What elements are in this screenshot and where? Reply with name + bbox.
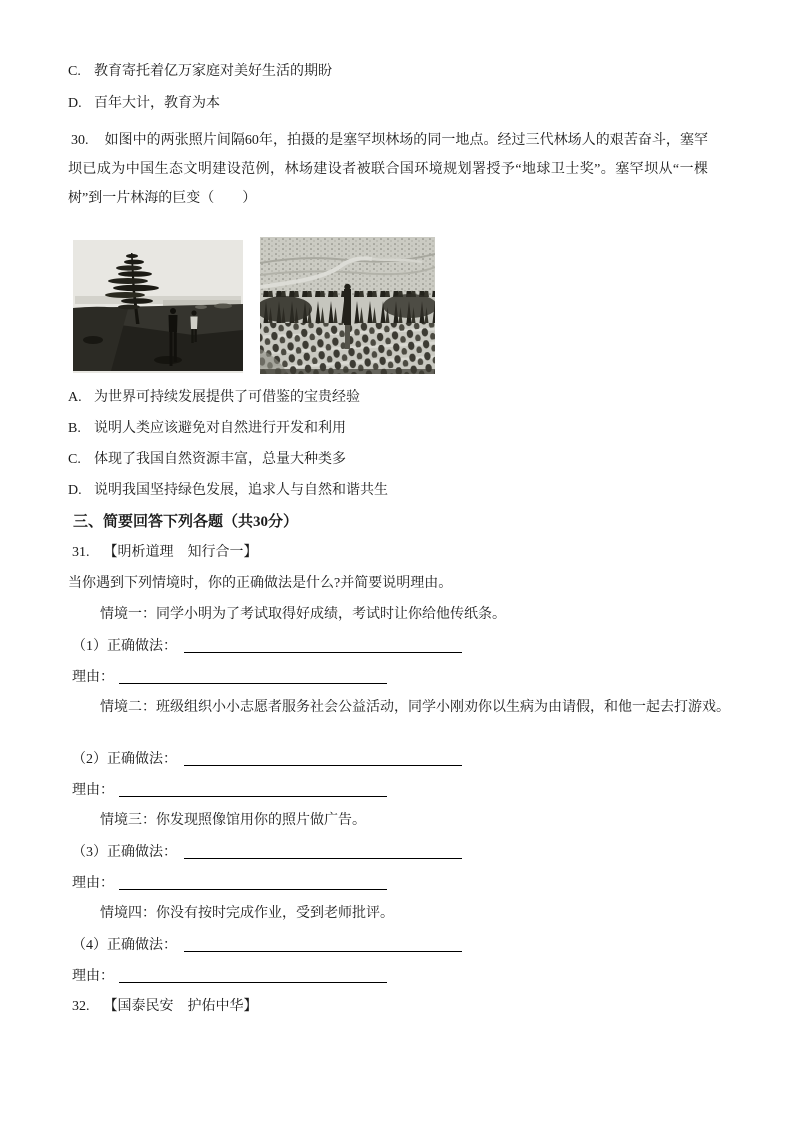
situation-2-text: 情境二：班级组织小小志愿者服务社会公益活动，同学小刚劝你以生病为由请假，和他一起去打游戏。 — [100, 700, 730, 715]
question32-title-row — [68, 997, 744, 1017]
option-row-c — [68, 450, 744, 470]
reason-label: 理由： — [72, 670, 114, 685]
situation-4-answer-row — [72, 935, 744, 955]
question31-title: 【明析道理 知行合一】 — [103, 545, 258, 560]
option-letter: D. — [68, 96, 82, 111]
situation-3-answer-row — [72, 842, 744, 862]
option-letter: C. — [68, 64, 81, 79]
question32-title: 【国泰民安 护佑中华】 — [103, 999, 258, 1014]
question-number: 30. — [71, 133, 89, 148]
situation-4-reason-row — [68, 966, 744, 986]
question30-stem — [68, 126, 708, 213]
situation-1-reason-row — [68, 667, 744, 687]
question31-intro: 当你遇到下列情境时，你的正确做法是什么?并简要说明理由。 — [68, 576, 453, 591]
reason-label: 理由： — [72, 969, 114, 984]
reason-blank-2 — [119, 780, 387, 797]
option-row-d-prev — [68, 94, 744, 114]
situation-3-reason-row — [68, 873, 744, 893]
reason-blank-4 — [119, 966, 387, 983]
answer-blank-2 — [184, 749, 462, 766]
reason-blank-1 — [119, 667, 387, 684]
option-row-d — [68, 481, 744, 501]
option-text: 百年大计，教育为本 — [94, 96, 220, 111]
answer-label: （1）正确做法： — [72, 639, 177, 654]
answer-label: （4）正确做法： — [72, 938, 177, 953]
question-number: 32. — [72, 999, 90, 1014]
option-row-a — [68, 388, 744, 408]
option-text: 体现了我国自然资源丰富，总量大种类多 — [94, 452, 346, 467]
answer-blank-3 — [184, 842, 462, 859]
option-row-c-prev — [68, 62, 744, 82]
option-row-b — [68, 419, 744, 439]
reason-blank-3 — [119, 873, 387, 890]
answer-label: （3）正确做法： — [72, 845, 177, 860]
option-text: 说明我国坚持绿色发展，追求人与自然和谐共生 — [94, 483, 388, 498]
answer-label: （2）正确做法： — [72, 752, 177, 767]
question-number: 31. — [72, 545, 90, 560]
option-letter: D. — [68, 483, 82, 498]
situation-1-answer-row — [72, 636, 744, 656]
saihanba-single-tree-photo — [73, 240, 243, 373]
situation-4-text: 情境四：你没有按时完成作业，受到老师批评。 — [100, 906, 394, 921]
situation-2-reason-row — [68, 780, 744, 800]
option-letter: A. — [68, 390, 82, 405]
question30-photos — [73, 237, 744, 374]
saihanba-forest-photo — [260, 237, 435, 374]
reason-label: 理由： — [72, 876, 114, 891]
situation-3-text: 情境三：你发现照像馆用你的照片做广告。 — [100, 813, 366, 828]
option-text: 为世界可持续发展提供了可借鉴的宝贵经验 — [94, 390, 360, 405]
option-text: 教育寄托着亿万家庭对美好生活的期盼 — [94, 64, 332, 79]
answer-blank-4 — [184, 935, 462, 952]
section3-heading: 三、简要回答下列各题（共30分） — [73, 514, 299, 530]
question31-title-row — [68, 543, 744, 563]
option-letter: B. — [68, 421, 81, 436]
option-letter: C. — [68, 452, 81, 467]
situation-2-answer-row — [72, 749, 744, 769]
question30-stem-text: 如图中的两张照片间隔60年，拍摄的是塞罕坝林场的同一地点。经过三代林场人的艰苦奋斗，塞罕坝已成为中国生态文明建设范例，林场建设者被联合国环境规划署授予“地球卫士奖”。塞罕坝从“一棵树”到一片林海的巨变（ ） — [68, 133, 708, 206]
reason-label: 理由： — [72, 783, 114, 798]
situation-1-text: 情境一：同学小明为了考试取得好成绩，考试时让你给他传纸条。 — [100, 607, 506, 622]
answer-blank-1 — [184, 636, 462, 653]
option-text: 说明人类应该避免对自然进行开发和利用 — [94, 421, 346, 436]
